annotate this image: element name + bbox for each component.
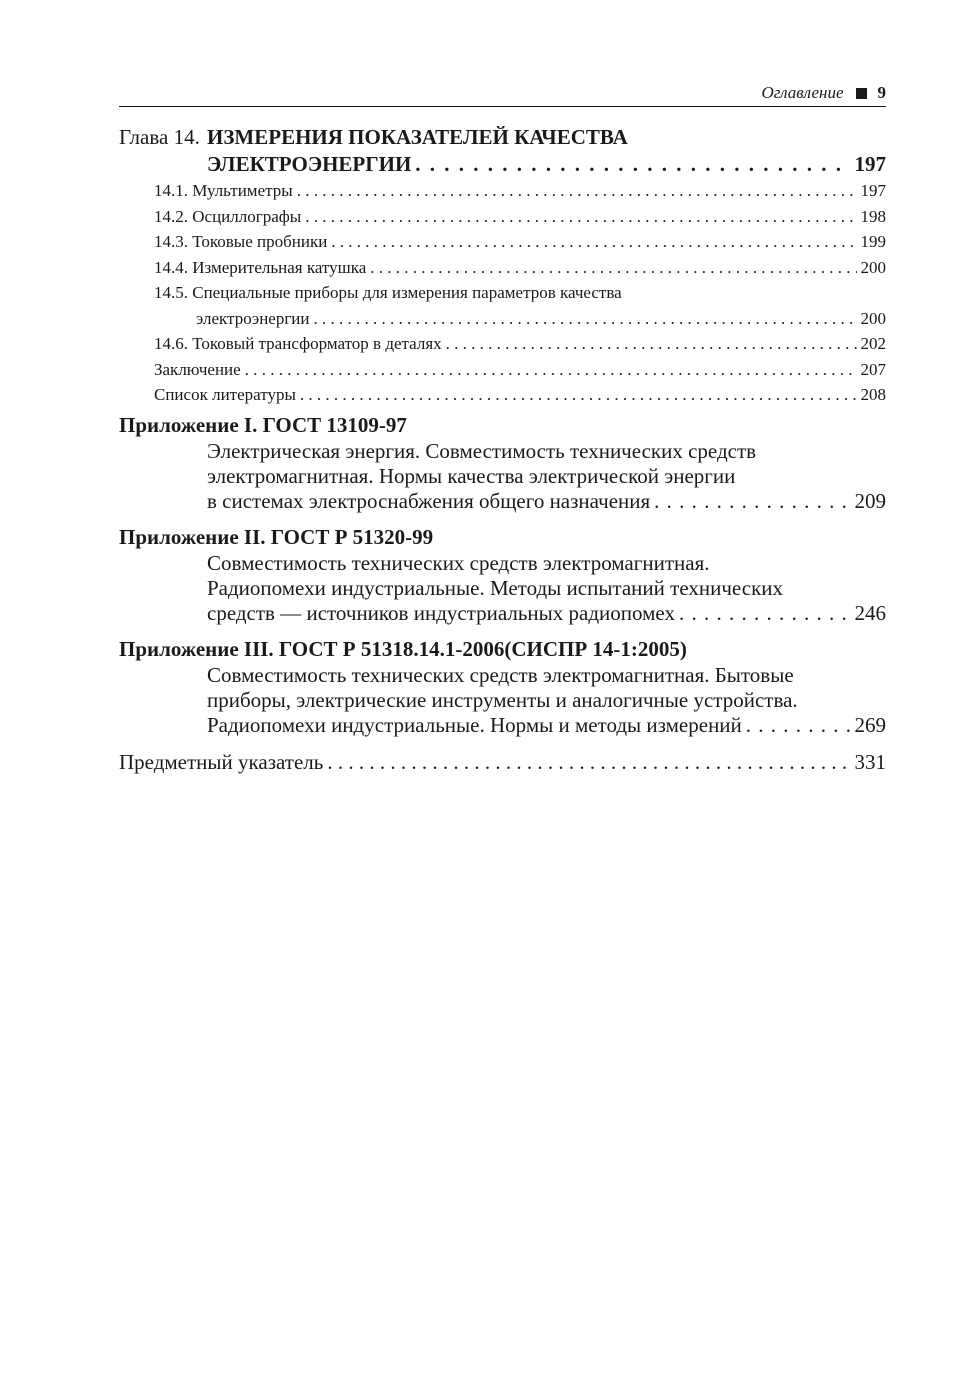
conclusion-page: 207 [860, 359, 886, 379]
chapter-label: Глава 14. [119, 125, 200, 149]
chapter-sections [154, 178, 886, 408]
toc-section-14-1[interactable] [154, 178, 886, 204]
section-number: 14.2. [154, 206, 188, 226]
chapter-title-line1: ИЗМЕРЕНИЯ ПОКАЗАТЕЛЕЙ КАЧЕСТВА [207, 125, 628, 149]
dot-leader [679, 601, 851, 626]
appendix-description-line: Электрическая энергия. Совместимость технических средств [207, 439, 757, 463]
dot-leader [654, 489, 850, 514]
section-title: Токовые пробники [192, 232, 328, 251]
section-number: 14.6. [154, 334, 188, 353]
chapter-14-entry[interactable] [119, 125, 886, 179]
section-title: Мультиметры [192, 181, 293, 200]
chapter-page: 197 [854, 152, 886, 176]
running-header [119, 80, 886, 107]
section-title: Измерительная катушка [192, 257, 367, 277]
appendix-description-line: в системах электроснабжения общего назначения [207, 489, 651, 513]
dot-leader [331, 229, 856, 255]
appendix-page: 269 [854, 713, 886, 737]
toc-appendix-3[interactable] [119, 636, 886, 738]
appendix-heading: Приложение II. ГОСТ Р 51320-99 [119, 525, 434, 549]
dot-leader [305, 204, 856, 230]
dot-leader [300, 382, 857, 408]
section-title: Осциллографы [192, 206, 302, 226]
dot-leader [327, 749, 850, 775]
appendix-page: 209 [854, 489, 886, 513]
toc-appendix-1[interactable] [119, 412, 886, 514]
appendix-description-line: средств — источников индустриальных радиопомех [207, 601, 675, 625]
appendix-description-line: приборы, электрические инструменты и аналогичные устройства. [207, 688, 798, 712]
appendix-description-line: электромагнитная. Нормы качества электрической энергии [207, 464, 736, 488]
appendix-description-line: Совместимость технических средств электромагнитная. Бытовые [207, 663, 794, 687]
dot-leader [245, 357, 857, 383]
appendix-description-line: Совместимость технических средств электромагнитная. [207, 551, 710, 575]
dot-leader [314, 306, 857, 332]
dot-leader [746, 713, 851, 738]
square-bullet-icon [856, 88, 867, 99]
index-title: Предметный указатель [119, 750, 324, 774]
appendix-description-line: Радиопомехи индустриальные. Методы испытаний технических [207, 576, 784, 600]
section-page: 200 [860, 257, 886, 277]
toc-section-14-6[interactable] [154, 331, 886, 357]
appendix-heading: Приложение I. ГОСТ 13109-97 [119, 413, 407, 437]
index-page: 331 [854, 750, 886, 774]
toc-section-14-2[interactable] [154, 204, 886, 230]
section-page: 197 [860, 181, 886, 200]
conclusion-title: Заключение [154, 359, 241, 379]
section-title: Специальные приборы для измерения параметров качества [192, 283, 622, 302]
section-number: 14.5. [154, 283, 188, 302]
header-page-number: 9 [877, 83, 886, 102]
dot-leader [370, 255, 856, 281]
appendix-heading: Приложение III. ГОСТ Р 51318.14.1-2006(СИСПР 14-1:2005) [119, 637, 687, 661]
section-number: 14.4. [154, 257, 188, 277]
appendix-page: 246 [854, 601, 886, 625]
toc-section-14-5[interactable] [154, 280, 886, 331]
toc-subject-index[interactable] [119, 749, 886, 775]
section-title: Токовый трансформатор в деталях [192, 334, 442, 353]
section-page: 202 [860, 334, 886, 353]
references-title: Список литературы [154, 385, 296, 404]
section-page: 198 [860, 206, 886, 226]
toc-conclusion[interactable] [154, 357, 886, 383]
chapter-title-line2: ЭЛЕКТРОЭНЕРГИИ [207, 152, 412, 176]
toc-section-14-4[interactable] [154, 255, 886, 281]
section-number: 14.1. [154, 181, 188, 200]
dot-leader [446, 331, 857, 357]
dot-leader [415, 152, 850, 177]
toc-section-14-3[interactable] [154, 229, 886, 255]
appendix-description-line: Радиопомехи индустриальные. Нормы и методы измерений [207, 713, 742, 737]
section-page: 200 [860, 308, 886, 328]
references-page: 208 [860, 385, 886, 404]
section-page: 199 [860, 232, 886, 251]
section-title-continued: электроэнергии [196, 308, 310, 328]
header-title: Оглавление [761, 83, 844, 102]
toc-references[interactable] [154, 382, 886, 408]
dot-leader [297, 178, 857, 204]
toc-appendix-2[interactable] [119, 524, 886, 626]
section-number: 14.3. [154, 232, 188, 251]
